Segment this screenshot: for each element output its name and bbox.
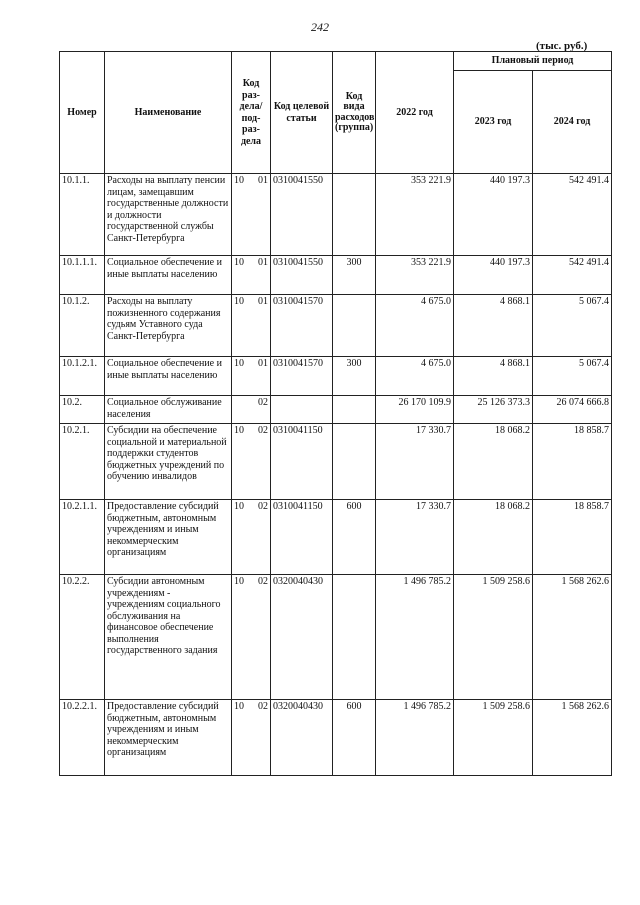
row-expense-type: [333, 295, 376, 357]
row-name: Предоставление субсидий бюджетным, автономным учреждениям и иным некоммерческим организациям: [105, 500, 232, 575]
row-expense-type: [333, 174, 376, 256]
row-value-2022: 353 221.9: [376, 174, 454, 256]
row-target-code: 0310041150: [271, 500, 333, 575]
row-name: Социальное обслуживание населения: [105, 396, 232, 424]
division-code: 10: [234, 576, 244, 587]
row-value-2023: 440 197.3: [454, 174, 533, 256]
header-year-2024: 2024 год: [533, 71, 612, 174]
division-code: 10: [234, 701, 244, 712]
row-value-2024: 18 858.7: [533, 424, 612, 500]
row-expense-type: [333, 575, 376, 700]
row-number: 10.2.2.1.: [60, 700, 105, 776]
page-number: 242: [311, 20, 329, 34]
row-division-code: [232, 256, 271, 295]
budget-table: [59, 51, 612, 776]
row-value-2023: 18 068.2: [454, 424, 533, 500]
table-row: [60, 575, 612, 700]
table-row: [60, 295, 612, 357]
row-number: 10.1.1.1.: [60, 256, 105, 295]
row-division-code: [232, 396, 271, 424]
row-target-code: 0310041550: [271, 256, 333, 295]
row-target-code: 0320040430: [271, 700, 333, 776]
subdivision-code: 02: [258, 576, 268, 587]
header-target-code: Код целевой статьи: [271, 52, 333, 174]
subdivision-code: 01: [258, 175, 268, 186]
row-value-2024: 18 858.7: [533, 500, 612, 575]
row-value-2023: 4 868.1: [454, 357, 533, 396]
division-code: 10: [234, 425, 244, 436]
row-division-code: [232, 424, 271, 500]
row-value-2022: 4 675.0: [376, 295, 454, 357]
row-number: 10.1.2.: [60, 295, 105, 357]
row-number: 10.2.2.: [60, 575, 105, 700]
row-number: 10.1.1.: [60, 174, 105, 256]
row-target-code: [271, 396, 333, 424]
subdivision-code: 02: [258, 397, 268, 408]
row-target-code: 0310041570: [271, 357, 333, 396]
row-value-2024: 26 074 666.8: [533, 396, 612, 424]
row-target-code: 0310041150: [271, 424, 333, 500]
row-division-code: [232, 700, 271, 776]
row-value-2023: 4 868.1: [454, 295, 533, 357]
row-number: 10.1.2.1.: [60, 357, 105, 396]
division-code: 10: [234, 257, 244, 268]
header-expense-type: Код вида расходов (группа): [333, 52, 376, 174]
row-value-2024: 542 491.4: [533, 174, 612, 256]
row-expense-type: 300: [333, 357, 376, 396]
row-value-2022: 353 221.9: [376, 256, 454, 295]
row-value-2022: 26 170 109.9: [376, 396, 454, 424]
row-division-code: [232, 500, 271, 575]
row-value-2023: 18 068.2: [454, 500, 533, 575]
header-name: Наименование: [105, 52, 232, 174]
row-name: Социальное обеспечение и иные выплаты населению: [105, 357, 232, 396]
row-value-2023: 1 509 258.6: [454, 575, 533, 700]
row-division-code: [232, 575, 271, 700]
row-value-2024: 542 491.4: [533, 256, 612, 295]
table-row: [60, 357, 612, 396]
division-code: 10: [234, 175, 244, 186]
row-value-2024: 1 568 262.6: [533, 575, 612, 700]
subdivision-code: 02: [258, 501, 268, 512]
header-division-code: Код раз- дела/ под- раз- дела: [232, 52, 271, 174]
row-value-2024: 5 067.4: [533, 357, 612, 396]
table-row: [60, 256, 612, 295]
row-expense-type: [333, 396, 376, 424]
row-value-2023: 440 197.3: [454, 256, 533, 295]
header-year-2023: 2023 год: [454, 71, 533, 174]
subdivision-code: 01: [258, 296, 268, 307]
row-name: Социальное обеспечение и иные выплаты населению: [105, 256, 232, 295]
table-row: [60, 700, 612, 776]
row-value-2022: 4 675.0: [376, 357, 454, 396]
row-target-code: 0310041570: [271, 295, 333, 357]
division-code: 10: [234, 296, 244, 307]
row-number: 10.2.: [60, 396, 105, 424]
row-expense-type: [333, 424, 376, 500]
row-value-2022: 17 330.7: [376, 424, 454, 500]
division-code: 10: [234, 358, 244, 369]
table-row: [60, 500, 612, 575]
subdivision-code: 01: [258, 358, 268, 369]
division-code: 10: [234, 501, 244, 512]
row-division-code: [232, 295, 271, 357]
row-value-2022: 1 496 785.2: [376, 700, 454, 776]
row-value-2023: 25 126 373.3: [454, 396, 533, 424]
row-value-2022: 17 330.7: [376, 500, 454, 575]
row-target-code: 0310041550: [271, 174, 333, 256]
row-expense-type: 300: [333, 256, 376, 295]
row-name: Расходы на выплату пожизненного содержания судьям Уставного суда Санкт-Петербурга: [105, 295, 232, 357]
row-value-2024: 5 067.4: [533, 295, 612, 357]
row-number: 10.2.1.1.: [60, 500, 105, 575]
row-expense-type: 600: [333, 500, 376, 575]
subdivision-code: 02: [258, 425, 268, 436]
table-row: [60, 396, 612, 424]
row-division-code: [232, 174, 271, 256]
table-row: [60, 174, 612, 256]
row-division-code: [232, 357, 271, 396]
table-row: [60, 424, 612, 500]
header-number: Номер: [60, 52, 105, 174]
subdivision-code: 01: [258, 257, 268, 268]
table-body: [60, 174, 612, 776]
row-name: Субсидии автономным учреждениям - учреждениям социального обслуживания на финансовое обеспечение выполнения государственного задания: [105, 575, 232, 700]
row-number: 10.2.1.: [60, 424, 105, 500]
row-name: Расходы на выплату пенсии лицам, замещавшим государственные должности и должности государственной службы Санкт-Петербурга: [105, 174, 232, 256]
subdivision-code: 02: [258, 701, 268, 712]
row-name: Предоставление субсидий бюджетным, автономным учреждениям и иным некоммерческим организациям: [105, 700, 232, 776]
row-expense-type: 600: [333, 700, 376, 776]
row-name: Субсидии на обеспечение социальной и материальной поддержки студентов бюджетных учреждений по обучению инвалидов: [105, 424, 232, 500]
row-value-2022: 1 496 785.2: [376, 575, 454, 700]
row-value-2024: 1 568 262.6: [533, 700, 612, 776]
header-planned-period: Плановый период: [454, 52, 612, 71]
units-label: (тыс. руб.): [536, 40, 588, 52]
row-target-code: 0320040430: [271, 575, 333, 700]
header-year-2022: 2022 год: [376, 52, 454, 174]
row-value-2023: 1 509 258.6: [454, 700, 533, 776]
